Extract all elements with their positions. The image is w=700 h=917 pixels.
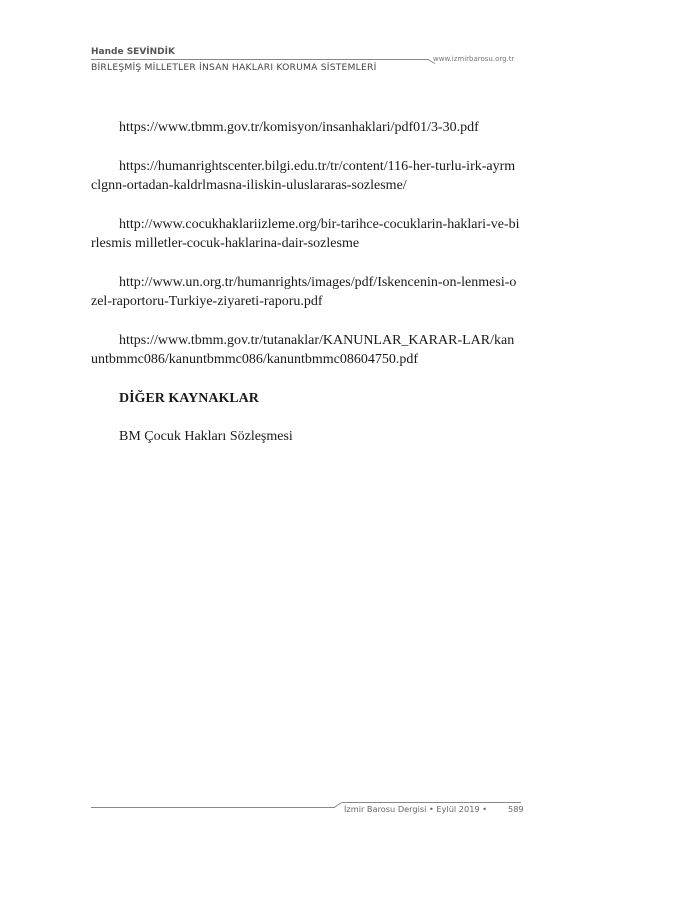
other-source-item: BM Çocuk Hakları Sözleşmesi xyxy=(119,429,293,444)
footer-journal: İzmir Barosu Dergisi • Eylül 2019 • xyxy=(344,804,488,814)
footer-rule xyxy=(91,807,335,808)
reference-item: https://www.tbmm.gov.tr/komisyon/insanhaklari/pdf01/3-30.pdf xyxy=(119,120,479,135)
header-author: Hande SEVİNDİK xyxy=(91,47,175,57)
page-number: 589 xyxy=(508,804,524,814)
footer-rule-right xyxy=(342,802,521,803)
header-website: www.izmirbarosu.org.tr xyxy=(433,55,515,63)
reference-item: http://www.un.org.tr/humanrights/images/pdf/Iskencenin-on-lenmesi-ozel-raportoru-Turkiye-ziyareti-raporu.pdf xyxy=(91,274,517,309)
header-rule xyxy=(91,59,429,60)
other-sources-heading: DİĞER KAYNAKLAR xyxy=(119,390,259,406)
reference-item: https://www.tbmm.gov.tr/tutanaklar/KANUNLAR_KARAR-LAR/kanuntbmmc086/kanuntbmmc086/kanuntbmmc08604750.pdf xyxy=(91,332,515,367)
footer-rule-slant xyxy=(334,802,342,808)
header-title: BİRLEŞMİŞ MİLLETLER İNSAN HAKLARI KORUMA SİSTEMLERİ xyxy=(91,62,377,73)
reference-list xyxy=(91,118,520,466)
reference-item: https://humanrightscenter.bilgi.edu.tr/tr/content/116-her-turlu-irk-ayrmclgnn-ortadan-kaldrlmasna-iliskin-uluslararas-sozlesme/ xyxy=(91,158,516,193)
reference-item: http://www.cocukhaklariizleme.org/bir-tarihce-cocuklarin-haklari-ve-birlesmis milletler-cocuk-haklarina-dair-sozlesme xyxy=(91,216,520,251)
